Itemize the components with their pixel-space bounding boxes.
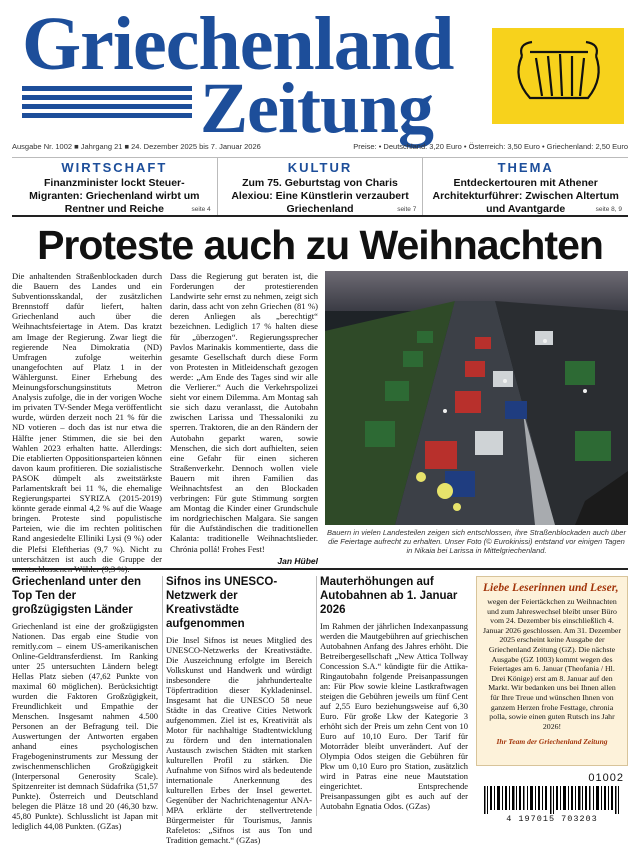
- issue-bar: [12, 142, 628, 154]
- story-sifnos[interactable]: [166, 575, 312, 845]
- notice-headline: Liebe Leserinnen und Leser,: [483, 582, 619, 594]
- story-body: Im Rahmen der jährlichen Indexanpassung werden die Mautgebühren auf griechischen Autobahnen Anfang des Jahres erhöht. Die Betreibergesellschaft „New Attica Tollway Concession S.A.“ kündigte für die Attika-Ringautobahn folgende Preisanpassungen an: Für Pkw sowie kleine Lastkraftwagen steigen die Gebühren jeweils um fünf Cent auf 2,55 Euro beziehungsweise auf 6,30 Euro. Für große Lkw der Kategorie 3 erhöht sich der Preis um zehn Cent von 10 Euro auf 10,10 Euro. Der Tarif für Motorräder bleibt unverändert. Auf der Olympia Odos steigen die Gebühren für Pkw um 0,10 Euro pro Station, zusätzlich wird in Patras eine neue Mautstation eingerichtet. Entsprechende Preisanpassungen gibt es auch auf der Autobahn Egnatia Odos. (GZas): [320, 621, 468, 811]
- teaser-page: seite 4: [191, 206, 211, 213]
- photo-caption: Bauern in vielen Landesteilen zeigen sich entschlossen, ihre Straßenblockaden auch über die Feiertage aufrecht zu erhalten. Unser Foto (© Eurokinissi) entstand vor einigen Tagen in Nikaia bei Larissa in Mittelgriechenland.: [327, 528, 626, 555]
- masthead-title-line2: Zeitung: [200, 68, 434, 148]
- barcode-digits: 4 197015 703203: [506, 814, 598, 824]
- barcode-issue-number: 01002: [588, 772, 624, 784]
- column-rule: [162, 576, 163, 816]
- lead-column-1: [12, 271, 162, 563]
- teaser-page: seite 8, 9: [595, 206, 623, 213]
- barcode-bars: [482, 786, 622, 814]
- story-headline: Griechenland unter den Top Ten der großzügigsten Länder: [12, 576, 142, 616]
- story-body: Die Insel Sifnos ist neues Mitglied des UNESCO-Netzwerks der Kreativstädte. Die Auszeichnung erfolgte im Bereich Volkskunst und Handwerk und würdigt insbesondere die jahrhundertealte Töpfertradition dieser Kykladeninsel. Insgesamt hat die UNESCO 58 neue Städte in das Creative Cities Network aufgenommen. Ziel ist es, Kreativität als Motor für nachhaltige Stadtentwicklung zu fördern und den internationalen Austausch zwischen Städten mit starken kulturellen Profil zu stärken. Die Aufnahme von Sifnos wird als bedeutende internationale Anerkennung des kulturellen Erbes der Insel gewertet. Gegenüber der Nachrichtenagentur ANA-MPA erklärte der stellvertretende Bürgermeister für Tourismus, Jannis Rafeletos: „Sifnos ist aus Ton und Tradition gemacht.“ (GZas): [166, 635, 312, 845]
- price-info: Preise: • Deutschland: 3,20 Euro • Österreich: 3,50 Euro • Griechenland: 2,50 Euro: [353, 142, 628, 151]
- story-generosity[interactable]: [12, 575, 158, 831]
- teaser-kultur[interactable]: [218, 158, 424, 215]
- story-body: Griechenland ist eine der großzügigsten Nationen. Das ergab eine Studie von remitly.com – einem US-amerikanischen Online-Geldtransferdienst. Im Ranking unter 25 untersuchten Ländern belegt Hellas Platz sieben (47,62 Punkte von maximal 60 möglichen). Berücksichtigt wurden die Faktoren Großzügigkeit, Freundlichkeit und Empathie der Menschen. Insgesamt nahmen 4.500 Personen an der Befragung teil. Die Auswertungen der Antworten ergaben anhand eines psychologischen Fragebogeninstruments zur Messung der zwischenmenschlichen Großzügigkeit (Interpersonal Generosity Scale). Spitzenreiter ist demnach Südafrika (51,57 Punkte). Österreich und Deutschland belegen die Plätze 18 und 20 (46,30 bzw. 45,80 Punkte). Schlusslicht ist Japan mit lediglich 44,08 Punkten. (GZas): [12, 621, 158, 831]
- section-divider: [12, 568, 628, 570]
- teaser-headline: Entdeckertouren mit Athener Architekturführer: Zwischen Altertum und Avantgarde: [432, 177, 619, 215]
- lead-column-2: [170, 271, 318, 566]
- issue-info: Ausgabe Nr. 1002 ■ Jahrgang 21 ■ 24. Dezember 2025 bis 7. Januar 2026: [12, 142, 261, 151]
- column-rule: [316, 576, 317, 816]
- story-headline: Sifnos ins UNESCO-Netzwerk der Kreativstädte aufgenommen: [166, 576, 278, 630]
- masthead-stripes: [22, 86, 192, 130]
- lyre-icon: [492, 28, 624, 124]
- reader-notice-box: [476, 576, 628, 766]
- notice-signature: Ihr Team der Griechenland Zeitung: [496, 737, 608, 747]
- notice-body: wegen der Feiertäckchen zu Weihnachten und zum Jahreswechsel bleibt unser Büro vom 24. Dezember bis einschließlich 4. Januar 2026 geschlossen. Am 31. Dezember 2025 erscheint keine Ausgabe der Griechenland Zeitung (GZ). Die nächste Ausgabe (GZ 1003) kommt wegen des Feiertages am 6. Januar (Theofania / Hl. Drei Könige) erst am 8. Januar auf den Markt. Wir bedanken uns bei Ihnen allen für Ihre Treue und wünschen Ihnen von ganzem Herzen frohe Festtage, chronia polla, sowie einen guten Rutsch ins Jahr 2026!: [483, 597, 621, 731]
- lead-author: Jan Hübel: [277, 555, 318, 566]
- story-headline: Mauterhöhungen auf Autobahnen ab 1. Januar 2026: [320, 576, 458, 616]
- lead-text-2: Dass die Regierung gut beraten ist, die Forderungen der protestierenden Landwirte sehr ernst zu nehmen, zeigt sich darin, dass acht von zehn Griechen (81 %) deren Anliegen als „berechtigt“ bezeichnen. Lediglich 17 % halten diese für „überzogen“. Regierungssprecher Pavlos Marinakis kommentierte, dass die gesamte Gesellschaft durch diese Form von Protesten in Mitleidenschaft gezogen werde: „Am Ende des Tages sind wir alle die Verlierer.“ Auch die Verkehrspolizei sieht vor einem Dilemma. Am Montag sah sie sich dazu veranlasst, die Autobahn zwischen Larissa und Thessaloniki zu sperren. Traktoren, die an den Rändern der Autobahn geparkt waren, sowie Menschen, die sich dort aufhielten, seien eine Gefahr für einen sicheren Straßenverkehr. Dennoch wollen viele Bauern mit ihren Familien das Weihnachtsfest an den Blockaden verbringen: Für gute Stimmung sorgten am Montag die Kinder einer Grundschule im nordgriechischen Malgara. Sie sangen für die Aufständischen die traditionellen Kalanta: traditionelle Weihnachtslieder. Chrónia pollá! Frohes Fest!: [170, 271, 318, 554]
- barcode: [476, 772, 628, 824]
- lead-headline: Proteste auch zu Weihnachten: [37, 222, 603, 268]
- lead-photo-tractor-blockade: [325, 271, 628, 525]
- teaser-category: KULTUR: [287, 160, 353, 175]
- teaser-category: THEMA: [497, 160, 554, 175]
- teaser-page: seite 7: [397, 206, 417, 213]
- teaser-wirtschaft[interactable]: [12, 158, 218, 215]
- teaser-headline: Zum 75. Geburtstag von Charis Alexiou: Eine Künstlerin verzaubert Griechenland: [231, 177, 409, 215]
- lead-text-1: Die anhaltenden Straßenblockaden durch die Bauern des Landes und ein Subventionsskandal, der zusätzlichen Brennstoff dafür liefert, halten Griechenland auch über die Weihnachtsfeiertage in Atem. Das kratzt am Image der Regierung. Zwar liegt die regierende Nea Dimokratia (ND) Umfragen zufolge weiterhin unangefochten auf Platz 1 in der Wählergunst. Einer Erhebung des Meinungsforschungsinstituts Metron Analysis zufolge, die in der vorigen Woche im privaten TV-Sender Mega veröffentlicht wurde, würden derzeit noch 21 % für die ND votieren – doch das ist nur etwa die Hälfte jener Stimmen, die sie bei den Wahlen 2023 erhalten hatte. Allerdings: Die etablierten Oppositionsparteien können davon kaum profitieren. Die sozialistische PASOK dümpelt als zweitstärkste Parlamentskraft bei 11 %, die ehemalige Regierungspartei SYRIZA (2015-2019) könnte gerade einmal 4,2 % auf die Waage bringen. Proteste sind populistische Parteien, wie die im rechten politischen Rand angesiedelte Elliniki Lysi (9 %) oder die Plefsi Eleftherias (9,7 %). Nicht zu unterschätzen ist auch die Gruppe der: [12, 271, 162, 564]
- teaser-headline: Finanzminister lockt Steuer-Migranten: Griechenland wirbt um Rentner und Reiche: [29, 177, 200, 215]
- masthead-title-line1: Griechenland: [22, 2, 454, 86]
- lyre-logo: [492, 28, 624, 124]
- teaser-row: [12, 157, 628, 217]
- teaser-thema[interactable]: [423, 158, 628, 215]
- story-toll[interactable]: [320, 575, 468, 811]
- teaser-category: WIRTSCHAFT: [61, 160, 168, 175]
